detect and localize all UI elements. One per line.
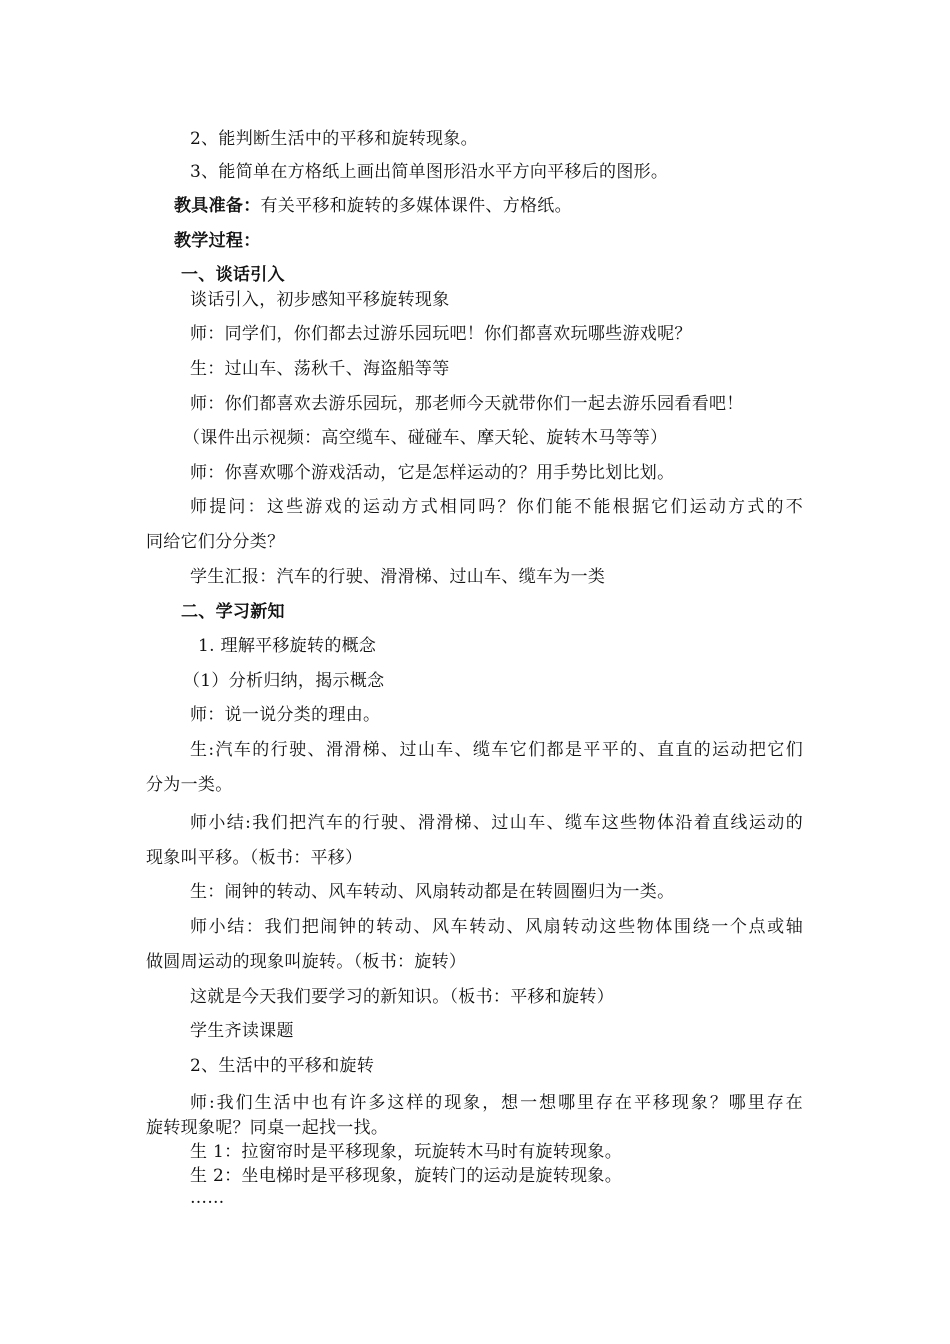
paragraph-line: 师：你们都喜欢去游乐园玩，那老师今天就带你们一起去游乐园看看吧！ [190,394,744,414]
paragraph-line: 这就是今天我们要学习的新知识。（板书：平移和旋转） [190,987,614,1007]
paragraph-line: 同给它们分分类？ [146,532,285,552]
paragraph-line: 师:我们生活中也有许多这样的现象，想一想哪里存在平移现象？哪里存在 [190,1093,803,1113]
paragraph-line: 师小结：我们把闹钟的转动、风车转动、风扇转动这些物体围绕一个点或轴 [190,917,803,937]
objective-line-2: 2、能判断生活中的平移和旋转现象。 [190,129,478,149]
subheading-line: 1. 理解平移旋转的概念 [198,636,377,656]
paragraph-line: 生 2：坐电梯时是平移现象，旋转门的运动是旋转现象。 [190,1166,623,1186]
paragraph-line: 分为一类。 [146,775,233,795]
subheading-line: （1）分析归纳，揭示概念 [183,671,385,691]
paragraph-line: 师：同学们，你们都去过游乐园玩吧！你们都喜欢玩哪些游戏呢？ [190,324,692,344]
paragraph-line: 生：过山车、荡秋千、海盗船等等 [190,359,450,379]
ellipsis-line: …… [190,1188,225,1208]
paragraph-line: 旋转现象呢？同桌一起找一找。 [146,1118,389,1138]
process-heading: 教学过程： [174,231,261,251]
paragraph-line: （课件出示视频：高空缆车、碰碰车、摩天轮、旋转木马等等） [183,428,668,448]
paragraph-line: 生：闹钟的转动、风车转动、风扇转动都是在转圆圈归为一类。 [190,882,675,902]
materials-text: 有关平移和旋转的多媒体课件、方格纸。 [260,196,572,216]
section-heading-1: 一、谈话引入 [181,265,285,285]
paragraph-line: 师：说一说分类的理由。 [190,705,381,725]
paragraph-line: 学生齐读课题 [190,1021,294,1041]
paragraph-line: 生 1：拉窗帘时是平移现象，玩旋转木马时有旋转现象。 [190,1142,623,1162]
paragraph-line: 生:汽车的行驶、滑滑梯、过山车、缆车它们都是平平的、直直的运动把它们 [190,740,803,760]
paragraph-line: 谈话引入，初步感知平移旋转现象 [190,290,450,310]
objective-line-3: 3、能简单在方格纸上画出简单图形沿水平方向平移后的图形。 [190,162,669,182]
paragraph-line: 师：你喜欢哪个游戏活动，它是怎样运动的？用手势比划比划。 [190,463,675,483]
paragraph-line: 做圆周运动的现象叫旋转。（板书：旋转） [146,952,467,972]
section-heading-2: 二、学习新知 [181,602,285,622]
materials-label: 教具准备： [174,196,261,216]
paragraph-line: 现象叫平移。（板书：平移） [146,848,363,868]
materials-line [174,194,572,218]
paragraph-line: 师提问：这些游戏的运动方式相同吗？你们能不能根据它们运动方式的不 [190,497,803,517]
paragraph-line: 学生汇报：汽车的行驶、滑滑梯、过山车、缆车为一类 [190,567,606,587]
paragraph-line: 师小结:我们把汽车的行驶、滑滑梯、过山车、缆车这些物体沿着直线运动的 [190,813,803,833]
subheading-line: 2、生活中的平移和旋转 [190,1056,375,1076]
